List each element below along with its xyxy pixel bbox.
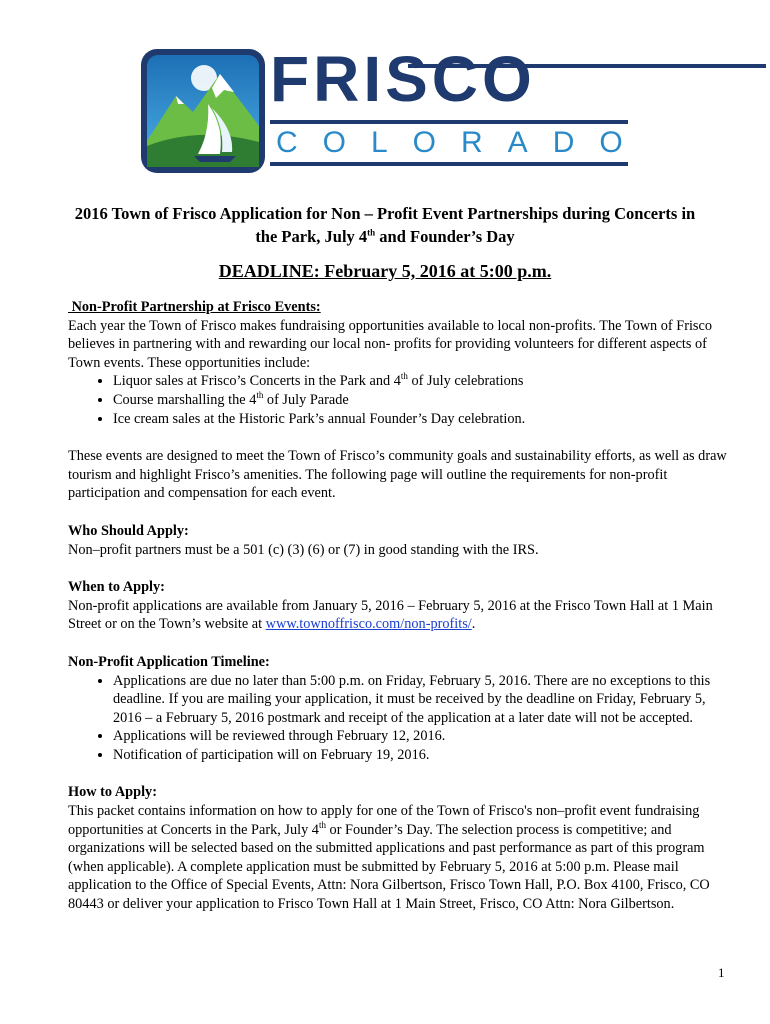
partnership-intro-text: Each year the Town of Frisco makes fundraising opportunities available to local non-profits. The Town of Frisco believes in partnering with and rewarding our local non- profits for providing volunteers for different aspects of Town events. These opportunities include:: [68, 317, 712, 371]
how-text-end: or Founder’s Day. The selection process is competitive; and organizations will be selected based on the submitted applications and past performance as part of this program (when applicable). A complete application must be submitted by February 5, 2016 at 5:00 p.m. Please mail application to the Office of Special Events, Attn: Nora Gilbertson, Frisco Town Hall, P.O. Box 4100, Frisco, CO 80443 or deliver your application to Frisco Town Hall at 1 Main Street, Frisco, CO Attn: Nora Gilbertson.: [68, 821, 710, 913]
when-heading: When to Apply:: [68, 579, 165, 596]
logo-subtitle: COLORADO: [276, 126, 648, 159]
list-item: • Applications are due no later than 5:00 p.m. on Friday, February 5, 2016. There are no exceptions to this deadline. If you are mailing your application, it must be received by the deadline on Friday, February 5, 2016 – a February 5, 2016 postmark and receipt of the application at a later date will not be accepted.: [113, 672, 728, 728]
list-item: • Applications will be reviewed through February 12, 2016.: [113, 727, 728, 746]
when-text-body: Non-profit applications are available from January 5, 2016 – February 5, 2016 at the Frisco Town Hall at 1 Main Street or on the Town’s website at: [68, 597, 713, 633]
list-item: • Ice cream sales at the Historic Park’s annual Founder’s Day celebration.: [113, 410, 728, 429]
logo-wordmark: FRISCO: [270, 43, 536, 115]
when-text-end: .: [471, 616, 476, 633]
opportunity-list: [68, 372, 728, 428]
page-title: [40, 202, 730, 248]
title-superscript: th: [367, 227, 376, 238]
list-item-text: Course marshalling the 4: [113, 391, 257, 408]
list-item-text: Liquor sales at Frisco’s Concerts in the Park and 4: [113, 373, 401, 390]
title-line-1: 2016 Town of Frisco Application for Non – Profit Event Partnerships during Concerts in: [74, 204, 696, 223]
how-text-body: This packet contains information on how to apply for one of the Town of Frisco's non–profit event fundraising opportunities at Concerts in the Park, July 4: [68, 803, 700, 838]
title-line-2: [40, 225, 730, 248]
who-heading: Who Should Apply:: [68, 522, 189, 539]
document-body: [68, 298, 728, 914]
title-line-2-text: the Park, July 4: [255, 227, 368, 246]
how-text: [68, 802, 728, 914]
list-item: • Notification of participation will on February 19, 2016.: [113, 746, 728, 765]
page-number: 1: [718, 965, 725, 980]
deadline-heading: DEADLINE: February 5, 2016 at 5:00 p.m.: [218, 261, 552, 281]
list-item: [113, 391, 728, 410]
logo-bottom-rule: [270, 162, 628, 166]
who-text: Non–profit partners must be a 501 (c) (3) (6) or (7) in good standing with the IRS.: [68, 541, 539, 558]
timeline-heading: Non-Profit Application Timeline:: [68, 653, 270, 670]
list-item-text: of July celebrations: [407, 373, 524, 390]
how-heading: How to Apply:: [68, 784, 157, 801]
timeline-list: [68, 672, 728, 765]
superscript: th: [256, 390, 264, 401]
title-line-2-end: and Founder’s Day: [375, 227, 515, 246]
when-text: [68, 597, 728, 634]
list-item-text: of July Parade: [263, 391, 349, 408]
non-profits-link[interactable]: www.townoffrisco.com/non-profits/: [265, 616, 472, 633]
logo-divider: [270, 120, 628, 124]
mountain-sailboat-emblem-icon: [138, 46, 268, 176]
partnership-heading: Non-Profit Partnership at Frisco Events:: [68, 299, 321, 315]
list-item: [113, 372, 728, 391]
superscript: th: [400, 371, 408, 382]
superscript: th: [318, 819, 326, 830]
events-paragraph: These events are designed to meet the Town of Frisco’s community goals and sustainability efforts, as well as draw tourism and highlight Frisco’s amenities. The following page will outline the requirements for non-profit participation and compensation for each event.: [68, 448, 727, 502]
